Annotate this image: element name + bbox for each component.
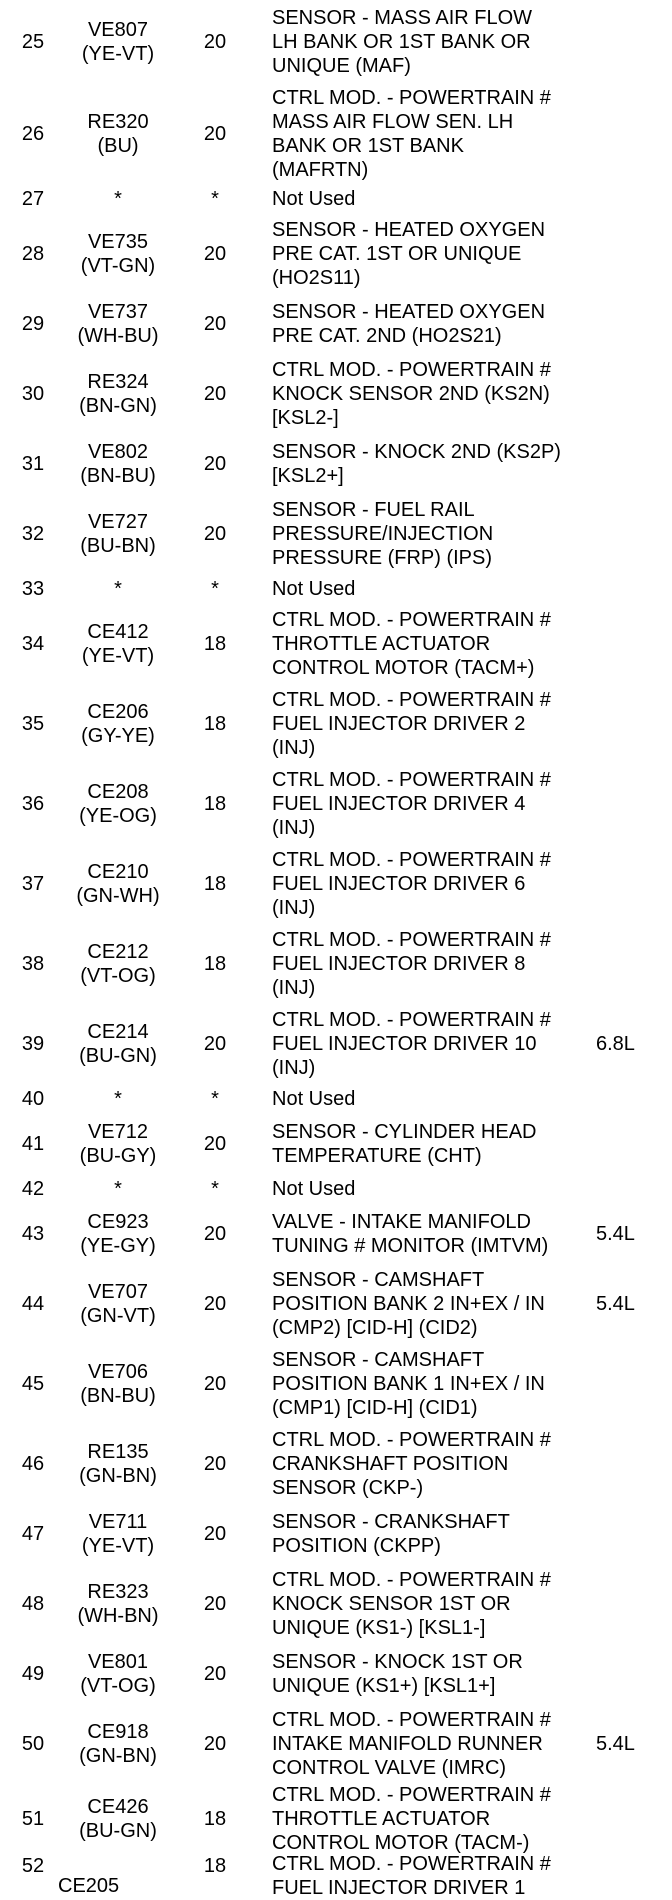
description-line: FUEL INJECTOR DRIVER 6: [272, 873, 526, 895]
circuit-cell: [58, 1204, 178, 1264]
pin-number: 30: [21, 383, 45, 405]
wire-gauge: *: [211, 1178, 219, 1200]
description-line: PRE CAT. 2ND (HO2S21): [272, 325, 502, 347]
wire-gauge: 20: [203, 383, 227, 405]
wire-gauge: 20: [203, 1033, 227, 1055]
circuit-cell: [58, 1784, 178, 1854]
description-line: Not Used: [272, 578, 356, 600]
circuit-cell: [58, 604, 178, 684]
description-line: CTRL MOD. - POWERTRAIN #: [272, 609, 551, 631]
description-line: FUEL INJECTOR DRIVER 4: [272, 793, 526, 815]
wire-gauge: 18: [203, 713, 227, 735]
circuit-id: CE214: [87, 1021, 149, 1043]
description-line: CTRL MOD. - POWERTRAIN #: [272, 1429, 551, 1451]
wire-gauge: 20: [203, 1133, 227, 1155]
pin-number: 36: [21, 793, 45, 815]
circuit-description: [272, 924, 590, 1004]
wire-color: (BN-GN): [79, 395, 157, 417]
table-row: [0, 1264, 672, 1344]
wire-color: (BU-BN): [80, 535, 156, 557]
wire-gauge: 20: [203, 31, 227, 53]
description-line: POSITION (CKPP): [272, 1535, 441, 1557]
circuit-id: VE727: [87, 511, 149, 533]
table-row: [0, 294, 672, 354]
description-line: (INJ): [272, 977, 316, 999]
circuit-id: VE707: [87, 1281, 149, 1303]
circuit-description: [272, 84, 590, 184]
wire-color: (VT-GN): [80, 255, 156, 277]
pin-number: 46: [21, 1453, 45, 1475]
table-row: [0, 0, 672, 84]
circuit-id: CE210: [87, 861, 149, 883]
circuit-cell: [58, 184, 178, 214]
circuit-cell: [58, 1424, 178, 1504]
circuit-id: CE208: [87, 781, 149, 803]
circuit-description: [272, 574, 590, 604]
pin-number: 39: [21, 1033, 45, 1055]
circuit-id: CE918: [87, 1721, 149, 1743]
table-row: [0, 494, 672, 574]
circuit-id: *: [114, 1088, 122, 1110]
circuit-id: CE206: [87, 701, 149, 723]
pin-number: 38: [21, 953, 45, 975]
wire-color: (YE-GY): [80, 1235, 156, 1257]
circuit-description: [272, 354, 590, 434]
wire-gauge: 20: [203, 123, 227, 145]
wire-color: (YE-VT): [81, 645, 155, 667]
circuit-cell: [58, 354, 178, 434]
wire-color: (YE-VT): [81, 1535, 155, 1557]
description-line: POSITION BANK 2 IN+EX / IN: [272, 1293, 545, 1315]
pin-number: 37: [21, 873, 45, 895]
pin-number: 31: [21, 453, 45, 475]
circuit-cell: [58, 684, 178, 764]
circuit-id: RE320: [87, 111, 149, 133]
table-row: [0, 1204, 672, 1264]
wire-color: (BU-GY): [79, 1145, 157, 1167]
pin-number: 48: [21, 1593, 45, 1615]
description-line: CRANKSHAFT POSITION: [272, 1453, 509, 1475]
table-row: [0, 764, 672, 844]
table-row: [0, 84, 672, 184]
circuit-description: [272, 1174, 590, 1204]
wire-gauge: 18: [203, 873, 227, 895]
description-line: CONTROL MOTOR (TACM-): [272, 1832, 530, 1854]
description-line: UNIQUE (KS1-) [KSL1-]: [272, 1617, 486, 1639]
description-line: Not Used: [272, 1178, 356, 1200]
table-row: [0, 684, 672, 764]
wire-gauge: 20: [203, 1593, 227, 1615]
circuit-cell: [58, 434, 178, 494]
description-line: (CMP1) [CID-H] (CID1): [272, 1397, 478, 1419]
circuit-cell: [58, 1114, 178, 1174]
description-line: SENSOR - MASS AIR FLOW: [272, 7, 533, 29]
wire-gauge: *: [211, 1088, 219, 1110]
circuit-description: [272, 1204, 590, 1264]
description-line: THROTTLE ACTUATOR: [272, 1808, 491, 1830]
wire-color: (BU-GN): [79, 1820, 157, 1842]
wire-gauge: 20: [203, 313, 227, 335]
pin-number: 45: [21, 1373, 45, 1395]
wire-color: (GN-BN): [79, 1465, 157, 1487]
table-row: [0, 1644, 672, 1704]
description-line: LH BANK OR 1ST BANK OR: [272, 31, 531, 53]
description-line: FUEL INJECTOR DRIVER 10: [272, 1033, 537, 1055]
wire-color: (BU): [97, 135, 139, 157]
table-row: [0, 1424, 672, 1504]
description-line: Not Used: [272, 1088, 356, 1110]
wire-color: (BN-BU): [80, 1385, 156, 1407]
circuit-description: [272, 1504, 590, 1564]
description-line: CONTROL VALVE (IMRC): [272, 1757, 507, 1779]
description-line: MASS AIR FLOW SEN. LH: [272, 111, 514, 133]
description-line: POSITION BANK 1 IN+EX / IN: [272, 1373, 545, 1395]
table-row: [0, 1854, 672, 1898]
pin-number: 44: [21, 1293, 45, 1315]
description-line: SENSOR - KNOCK 1ST OR: [272, 1651, 523, 1673]
circuit-cell: [58, 1504, 178, 1564]
circuit-description: [272, 1344, 590, 1424]
description-line: (INJ): [272, 817, 316, 839]
circuit-id: CE412: [87, 621, 149, 643]
description-line: CTRL MOD. - POWERTRAIN #: [272, 359, 551, 381]
description-line: UNIQUE (MAF): [272, 55, 411, 77]
wire-gauge: 20: [203, 453, 227, 475]
description-line: TUNING # MONITOR (IMTVM): [272, 1235, 549, 1257]
description-line: (INJ): [272, 1057, 316, 1079]
pin-number: 29: [21, 313, 45, 335]
table-row: [0, 214, 672, 294]
circuit-cell: [58, 1174, 178, 1204]
table-row: [0, 1174, 672, 1204]
description-line: CTRL MOD. - POWERTRAIN #: [272, 769, 551, 791]
circuit-id: CE923: [87, 1211, 149, 1233]
description-line: [KSL2+]: [272, 465, 344, 487]
table-row: [0, 1114, 672, 1174]
description-line: FUEL INJECTOR DRIVER 8: [272, 953, 526, 975]
circuit-id: VE711: [88, 1511, 148, 1533]
circuit-description: [272, 1114, 590, 1174]
description-line: (CMP2) [CID-H] (CID2): [272, 1317, 478, 1339]
circuit-cell: [58, 574, 178, 604]
description-line: CTRL MOD. - POWERTRAIN #: [272, 1709, 551, 1731]
table-row: [0, 1084, 672, 1114]
description-line: CTRL MOD. - POWERTRAIN #: [272, 849, 551, 871]
table-row: [0, 1784, 672, 1854]
circuit-description: [272, 844, 590, 924]
circuit-id: *: [114, 1178, 122, 1200]
circuit-cell: [58, 844, 178, 924]
engine-note: 6.8L: [596, 1033, 635, 1055]
circuit-id: VE737: [87, 301, 149, 323]
pin-number: 35: [21, 713, 45, 735]
wire-color: (GN-BN): [79, 1745, 157, 1767]
description-line: (INJ): [272, 737, 316, 759]
description-line: SENSOR - CAMSHAFT: [272, 1349, 485, 1371]
circuit-id: VE706: [87, 1361, 149, 1383]
table-row: [0, 604, 672, 684]
description-line: SENSOR - HEATED OXYGEN: [272, 219, 546, 241]
description-line: VALVE - INTAKE MANIFOLD: [272, 1211, 531, 1233]
description-line: BANK OR 1ST BANK: [272, 135, 464, 157]
wire-gauge: 20: [203, 1733, 227, 1755]
pin-number: 33: [21, 578, 45, 600]
description-line: [KSL2-]: [272, 407, 339, 429]
description-line: SENSOR - FUEL RAIL: [272, 499, 475, 521]
wire-gauge: 20: [203, 1293, 227, 1315]
circuit-description: [272, 1004, 590, 1084]
circuit-description: [272, 1264, 590, 1344]
circuit-cell: [58, 1644, 178, 1704]
circuit-cell: [58, 494, 178, 574]
circuit-cell: [58, 1084, 178, 1114]
description-line: PRE CAT. 1ST OR UNIQUE: [272, 243, 522, 265]
wire-gauge: 18: [203, 1808, 227, 1830]
description-line: CTRL MOD. - POWERTRAIN #: [272, 929, 551, 951]
wire-gauge: 18: [203, 633, 227, 655]
circuit-id: VE735: [87, 231, 149, 253]
circuit-description: [272, 1854, 590, 1898]
wire-color: (GN-WH): [76, 885, 160, 907]
circuit-id: VE802: [87, 441, 149, 463]
description-line: (INJ): [272, 897, 316, 919]
description-line: SENSOR - CYLINDER HEAD: [272, 1121, 537, 1143]
table-row: [0, 1004, 672, 1084]
circuit-id: RE324: [87, 371, 149, 393]
pin-number: 42: [21, 1178, 45, 1200]
description-line: PRESSURE (FRP) (IPS): [272, 547, 493, 569]
wire-gauge: 18: [203, 953, 227, 975]
pin-number: 49: [21, 1663, 45, 1685]
engine-note: 5.4L: [596, 1293, 635, 1315]
wire-color: (GY-YE): [81, 725, 155, 747]
wire-gauge: 20: [203, 243, 227, 265]
pin-number: 26: [21, 123, 45, 145]
circuit-cell: [58, 0, 178, 84]
table-row: [0, 574, 672, 604]
circuit-cell: [58, 1344, 178, 1424]
circuit-cell: [58, 84, 178, 184]
circuit-id: VE712: [87, 1121, 149, 1143]
description-line: (MAFRTN): [272, 159, 369, 181]
wire-color: (WH-BU): [77, 325, 159, 347]
circuit-description: [272, 294, 590, 354]
circuit-id: *: [114, 188, 122, 210]
pin-number: 52: [21, 1855, 45, 1877]
table-row: [0, 1564, 672, 1644]
wire-color: (VT-OG): [80, 1675, 156, 1697]
wire-color: (VT-OG): [80, 965, 156, 987]
circuit-description: [272, 1644, 590, 1704]
wire-gauge: *: [211, 188, 219, 210]
description-line: SENSOR - CRANKSHAFT: [272, 1511, 510, 1533]
circuit-cell: [58, 294, 178, 354]
description-line: SENSOR - CAMSHAFT: [272, 1269, 485, 1291]
circuit-cell: [58, 1704, 178, 1784]
description-line: Not Used: [272, 188, 356, 210]
description-line: (HO2S11): [272, 267, 361, 289]
description-line: CTRL MOD. - POWERTRAIN #: [272, 1569, 551, 1591]
wire-color: (YE-VT): [81, 43, 155, 65]
wire-gauge: 20: [203, 1223, 227, 1245]
wire-color: (BU-GN): [79, 1045, 157, 1067]
table-row: [0, 924, 672, 1004]
pin-number: 27: [21, 188, 45, 210]
circuit-cell: [58, 764, 178, 844]
circuit-id: VE807: [87, 19, 149, 41]
circuit-id: RE135: [87, 1441, 149, 1463]
wire-gauge: 20: [203, 1373, 227, 1395]
description-line: KNOCK SENSOR 1ST OR: [272, 1593, 511, 1615]
description-line: CTRL MOD. - POWERTRAIN #: [272, 689, 551, 711]
wire-color: (BN-BU): [80, 465, 156, 487]
wire-gauge: 20: [203, 1663, 227, 1685]
table-row: [0, 1704, 672, 1784]
wire-gauge: 18: [203, 793, 227, 815]
circuit-cell: [58, 1564, 178, 1644]
pin-number: 50: [21, 1733, 45, 1755]
description-line: CONTROL MOTOR (TACM+): [272, 657, 535, 679]
wire-color: (WH-BN): [77, 1605, 159, 1627]
pin-number: 34: [21, 633, 45, 655]
circuit-description: [272, 1704, 590, 1784]
circuit-cell: [58, 924, 178, 1004]
circuit-description: [272, 764, 590, 844]
circuit-id: RE323: [87, 1581, 149, 1603]
table-row: [0, 434, 672, 494]
description-line: FUEL INJECTOR DRIVER 2: [272, 713, 526, 735]
circuit-id: *: [114, 578, 122, 600]
description-line: TEMPERATURE (CHT): [272, 1145, 482, 1167]
circuit-description: [272, 1564, 590, 1644]
description-line: SENSOR - KNOCK 2ND (KS2P): [272, 441, 561, 463]
pin-number: 47: [21, 1523, 45, 1545]
circuit-cell: [58, 214, 178, 294]
circuit-cell: [58, 1264, 178, 1344]
table-row: [0, 1504, 672, 1564]
circuit-id: CE205: [58, 1875, 120, 1897]
table-row: [0, 184, 672, 214]
pin-number: 25: [21, 31, 45, 53]
description-line: PRESSURE/INJECTION: [272, 523, 494, 545]
wire-gauge: 20: [203, 1453, 227, 1475]
description-line: CTRL MOD. - POWERTRAIN #: [272, 1853, 551, 1875]
wire-gauge: 18: [203, 1855, 227, 1877]
description-line: CTRL MOD. - POWERTRAIN #: [272, 1784, 551, 1806]
wire-gauge: 20: [203, 523, 227, 545]
wire-color: (YE-OG): [79, 805, 157, 827]
engine-note: 5.4L: [596, 1223, 635, 1245]
description-line: CTRL MOD. - POWERTRAIN #: [272, 1009, 551, 1031]
description-line: FUEL INJECTOR DRIVER 1: [272, 1877, 526, 1899]
circuit-description: [272, 214, 590, 294]
description-line: INTAKE MANIFOLD RUNNER: [272, 1733, 543, 1755]
pin-number: 32: [21, 523, 45, 545]
pin-number: 51: [21, 1808, 45, 1830]
description-line: SENSOR - HEATED OXYGEN: [272, 301, 546, 323]
circuit-description: [272, 1784, 590, 1854]
table-row: [0, 1344, 672, 1424]
wire-gauge: 20: [203, 1523, 227, 1545]
circuit-description: [272, 684, 590, 764]
pin-number: 41: [21, 1133, 45, 1155]
circuit-description: [272, 434, 590, 494]
circuit-description: [272, 1424, 590, 1504]
description-line: SENSOR (CKP-): [272, 1477, 424, 1499]
circuit-description: [272, 494, 590, 574]
circuit-description: [272, 1084, 590, 1114]
description-line: KNOCK SENSOR 2ND (KS2N): [272, 383, 550, 405]
description-line: THROTTLE ACTUATOR: [272, 633, 491, 655]
description-line: UNIQUE (KS1+) [KSL1+]: [272, 1675, 496, 1697]
table-row: [0, 354, 672, 434]
table-row: [0, 844, 672, 924]
pin-number: 28: [21, 243, 45, 265]
pin-number: 40: [21, 1088, 45, 1110]
wire-gauge: *: [211, 578, 219, 600]
circuit-id: CE212: [87, 941, 149, 963]
description-line: CTRL MOD. - POWERTRAIN #: [272, 87, 551, 109]
circuit-id: VE801: [87, 1651, 149, 1673]
circuit-cell: [58, 1854, 178, 1898]
wire-color: (GN-VT): [80, 1305, 156, 1327]
circuit-cell: [58, 1004, 178, 1084]
circuit-description: [272, 604, 590, 684]
pin-number: 43: [21, 1223, 45, 1245]
circuit-description: [272, 184, 590, 214]
circuit-description: [272, 0, 590, 84]
circuit-id: CE426: [87, 1796, 149, 1818]
engine-note: 5.4L: [596, 1733, 635, 1755]
